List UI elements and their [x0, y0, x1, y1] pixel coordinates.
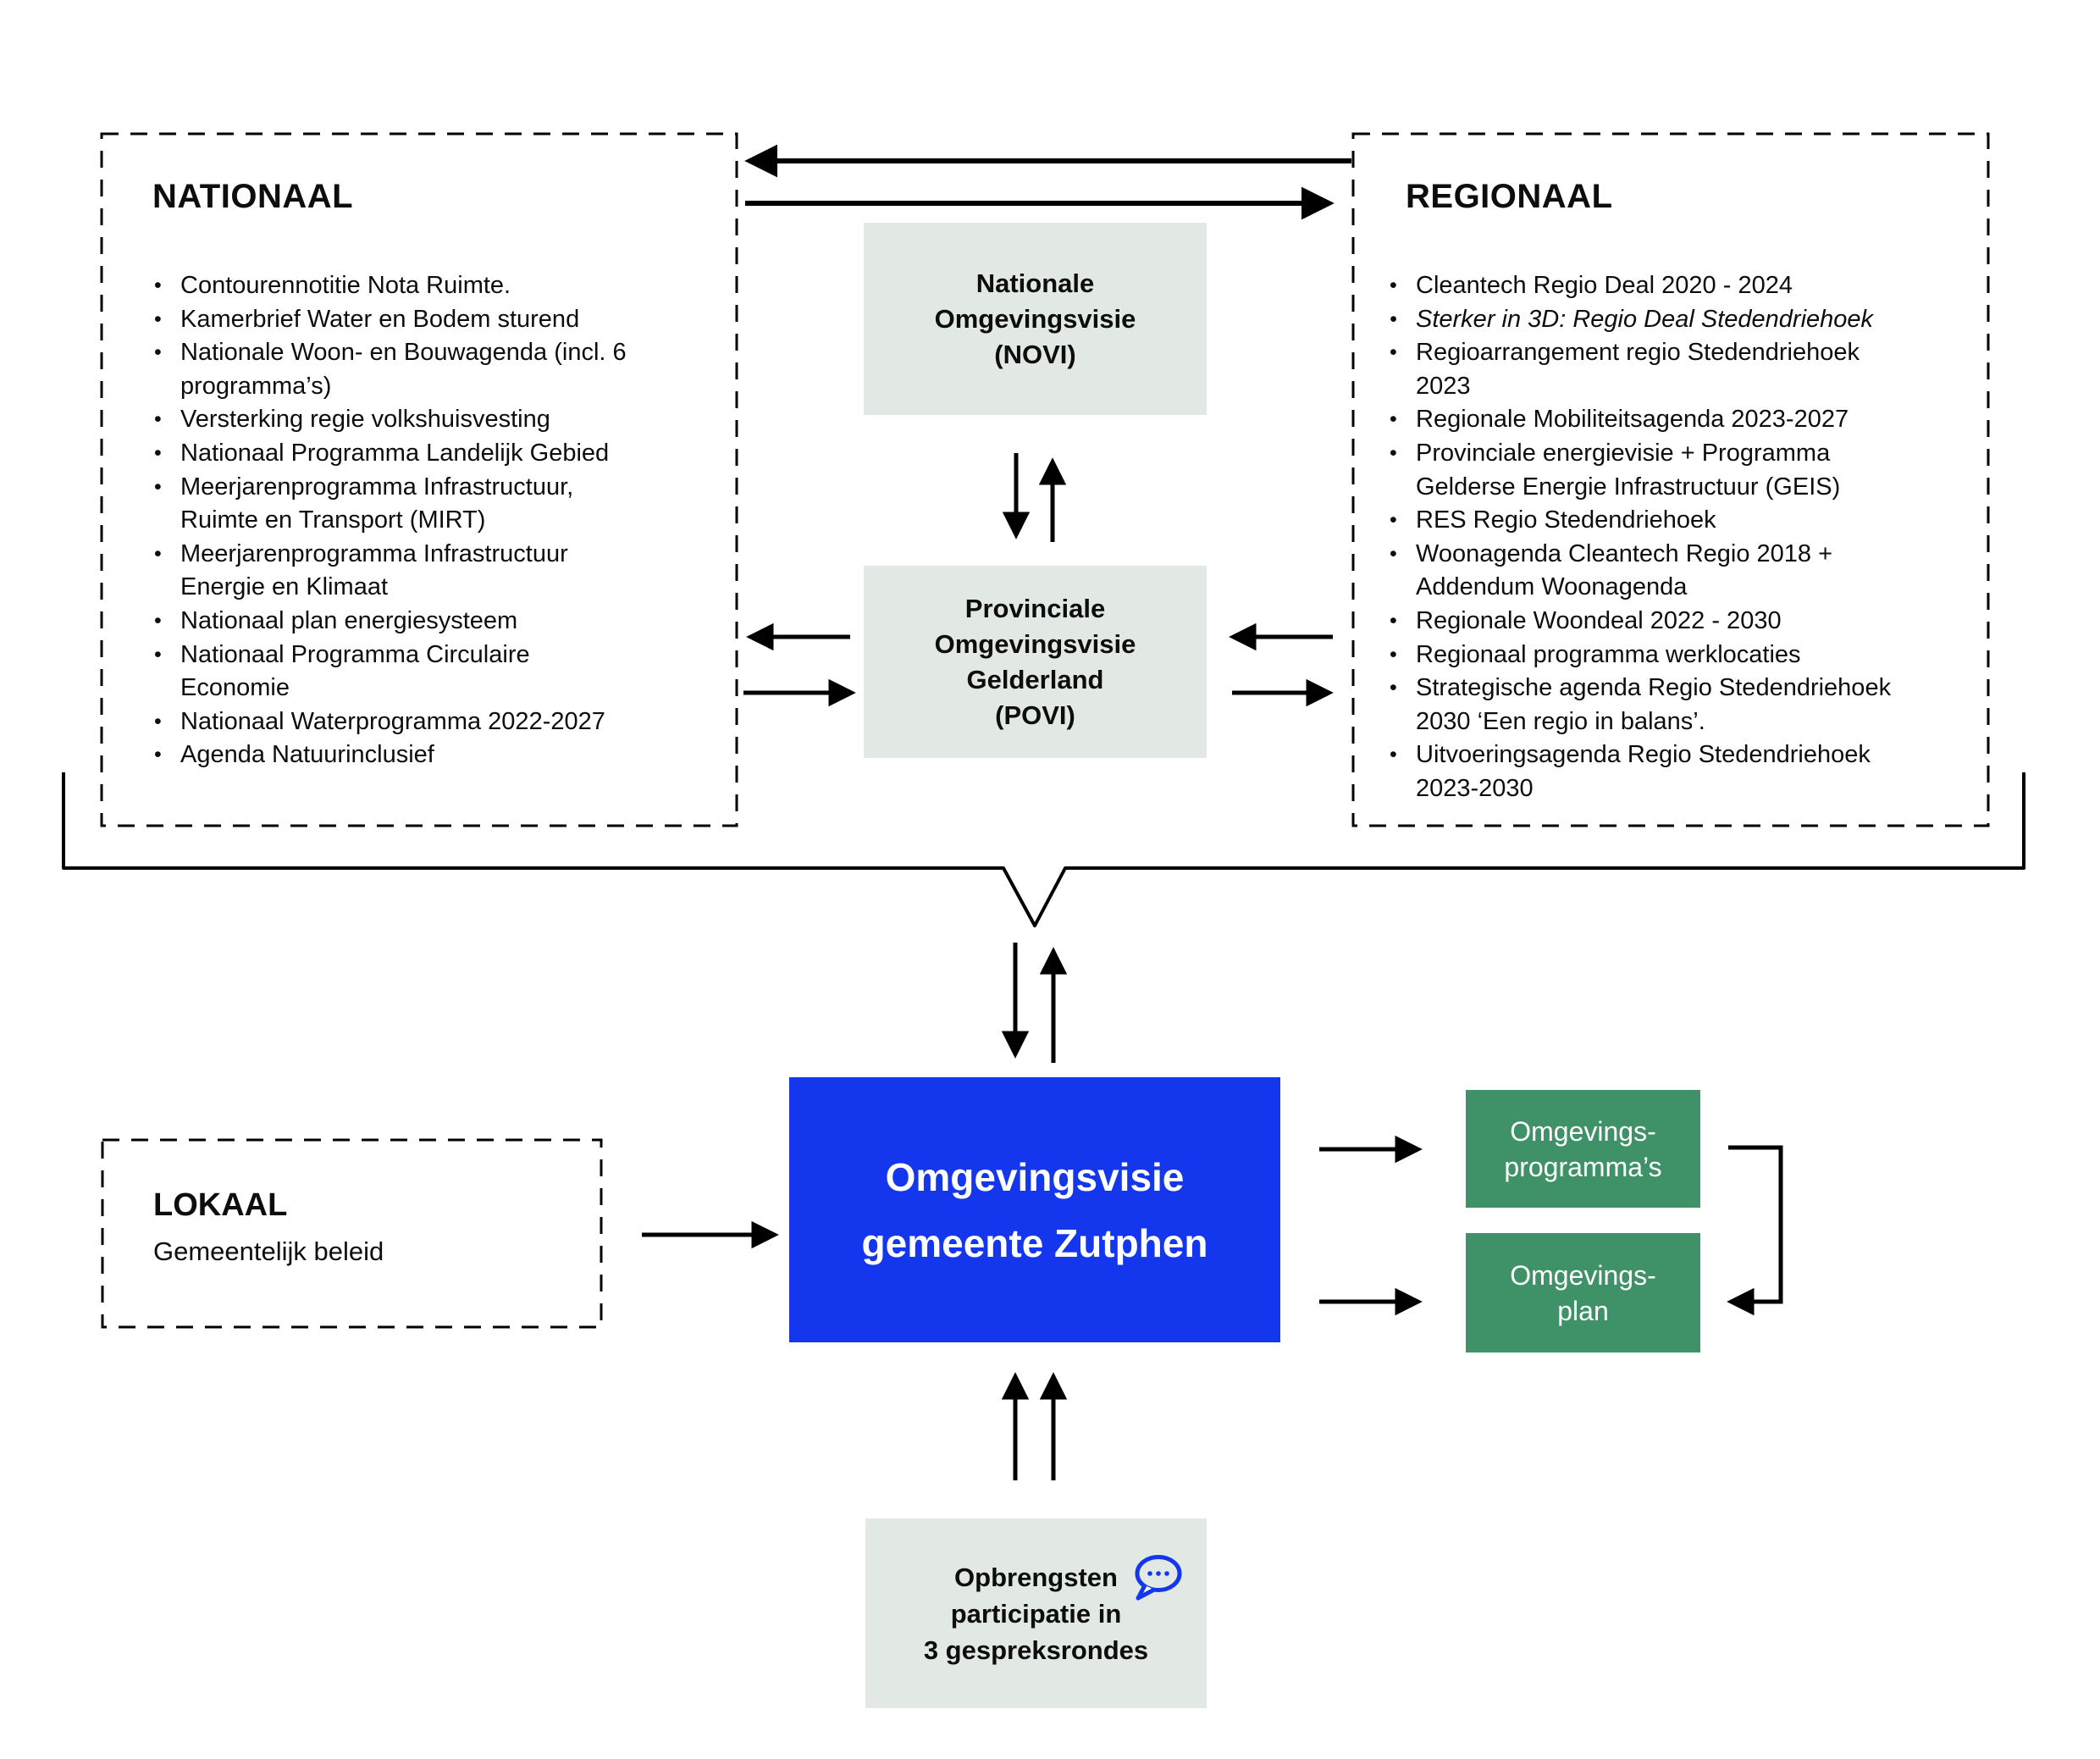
list-item: • Agenda Natuurinclusief — [152, 738, 642, 772]
list-item: • Regionaal programma werklocaties — [1388, 639, 1898, 672]
list-item: • Nationaal Programma Circulaire Economie — [152, 639, 642, 705]
plan-box — [1466, 1233, 1700, 1352]
novi-line-3: (NOVI) — [994, 339, 1076, 369]
lokaal-subtitle: Gemeentelijk beleid — [153, 1236, 384, 1266]
list-item: • Kamerbrief Water en Bodem sturend — [152, 303, 642, 337]
povi-line-4: (POVI) — [995, 700, 1075, 730]
vision-line-2: gemeente Zutphen — [861, 1220, 1208, 1265]
povi-line-2: Omgevingsvisie — [934, 628, 1136, 659]
programs-box — [1466, 1090, 1700, 1208]
povi-box — [864, 566, 1207, 758]
novi-line-2: Omgevingsvisie — [934, 303, 1136, 334]
novi-line-1: Nationale — [975, 268, 1095, 298]
speech-bubble-icon — [1130, 1554, 1183, 1603]
list-item: • Meerjarenprogramma Infrastructuur Energie en Klimaat — [152, 538, 642, 605]
list-item: • Versterking regie volkshuisvesting — [152, 403, 642, 437]
participation-line-1: Opbrengsten — [954, 1562, 1118, 1592]
list-item: • RES Regio Stedendriehoek — [1388, 504, 1898, 538]
list-item: • Nationale Woon- en Bouwagenda (incl. 6 programma’s) — [152, 336, 642, 403]
participation-line-2: participatie in — [950, 1598, 1122, 1629]
vision-line-1: Omgevingsvisie — [885, 1154, 1185, 1199]
plan-line-2: plan — [1557, 1295, 1609, 1326]
novi-box — [864, 223, 1207, 415]
list-item: • Cleantech Regio Deal 2020 - 2024 — [1388, 269, 1898, 303]
lokaal-title: LOKAAL — [153, 1187, 288, 1223]
list-item: • Regionale Mobiliteitsagenda 2023-2027 — [1388, 403, 1898, 437]
povi-line-3: Gelderland — [966, 664, 1104, 694]
list-item: • Nationaal plan energiesysteem — [152, 605, 642, 639]
list-item: • Sterker in 3D: Regio Deal Stedendriehoek — [1388, 303, 1898, 337]
regional-level-box — [1353, 134, 1988, 826]
regional-title: REGIONAAL — [1406, 178, 1613, 215]
elbow-programs-to-plan — [1728, 1148, 1781, 1302]
list-item: • Contourennotitie Nota Ruimte. — [152, 269, 642, 303]
national-title: NATIONAAL — [152, 178, 354, 215]
national-level-box — [102, 134, 737, 826]
vision-box — [789, 1077, 1280, 1342]
programs-line-1: Omgevings- — [1510, 1115, 1656, 1147]
list-item: • Nationaal Waterprogramma 2022-2027 — [152, 705, 642, 739]
list-item: • Strategische agenda Regio Stedendriehoek 2030 ‘Een regio in balans’. — [1388, 672, 1898, 738]
list-item: • Provinciale energievisie + Programma Gelderse Energie Infrastructuur (GEIS) — [1388, 437, 1898, 504]
list-item: • Nationaal Programma Landelijk Gebied — [152, 437, 642, 471]
lokaal-level-box — [102, 1140, 601, 1327]
programs-line-2: programma’s — [1504, 1151, 1662, 1182]
list-item: • Regioarrangement regio Stedendriehoek 2023 — [1388, 336, 1898, 403]
plan-line-1: Omgevings- — [1510, 1259, 1656, 1291]
list-item: • Regionale Woondeal 2022 - 2030 — [1388, 605, 1898, 639]
regional-doc-list — [1388, 269, 1898, 806]
list-item: • Uitvoeringsagenda Regio Stedendriehoek 2023-2030 — [1388, 738, 1898, 805]
participation-box — [865, 1518, 1207, 1708]
list-item: • Woonagenda Cleantech Regio 2018 + Addendum Woonagenda — [1388, 538, 1898, 605]
national-doc-list — [152, 269, 642, 772]
participation-line-3: 3 gespreksrondes — [923, 1635, 1149, 1665]
povi-line-1: Provinciale — [964, 593, 1106, 623]
list-item: • Meerjarenprogramma Infrastructuur, Ruimte en Transport (MIRT) — [152, 471, 642, 538]
